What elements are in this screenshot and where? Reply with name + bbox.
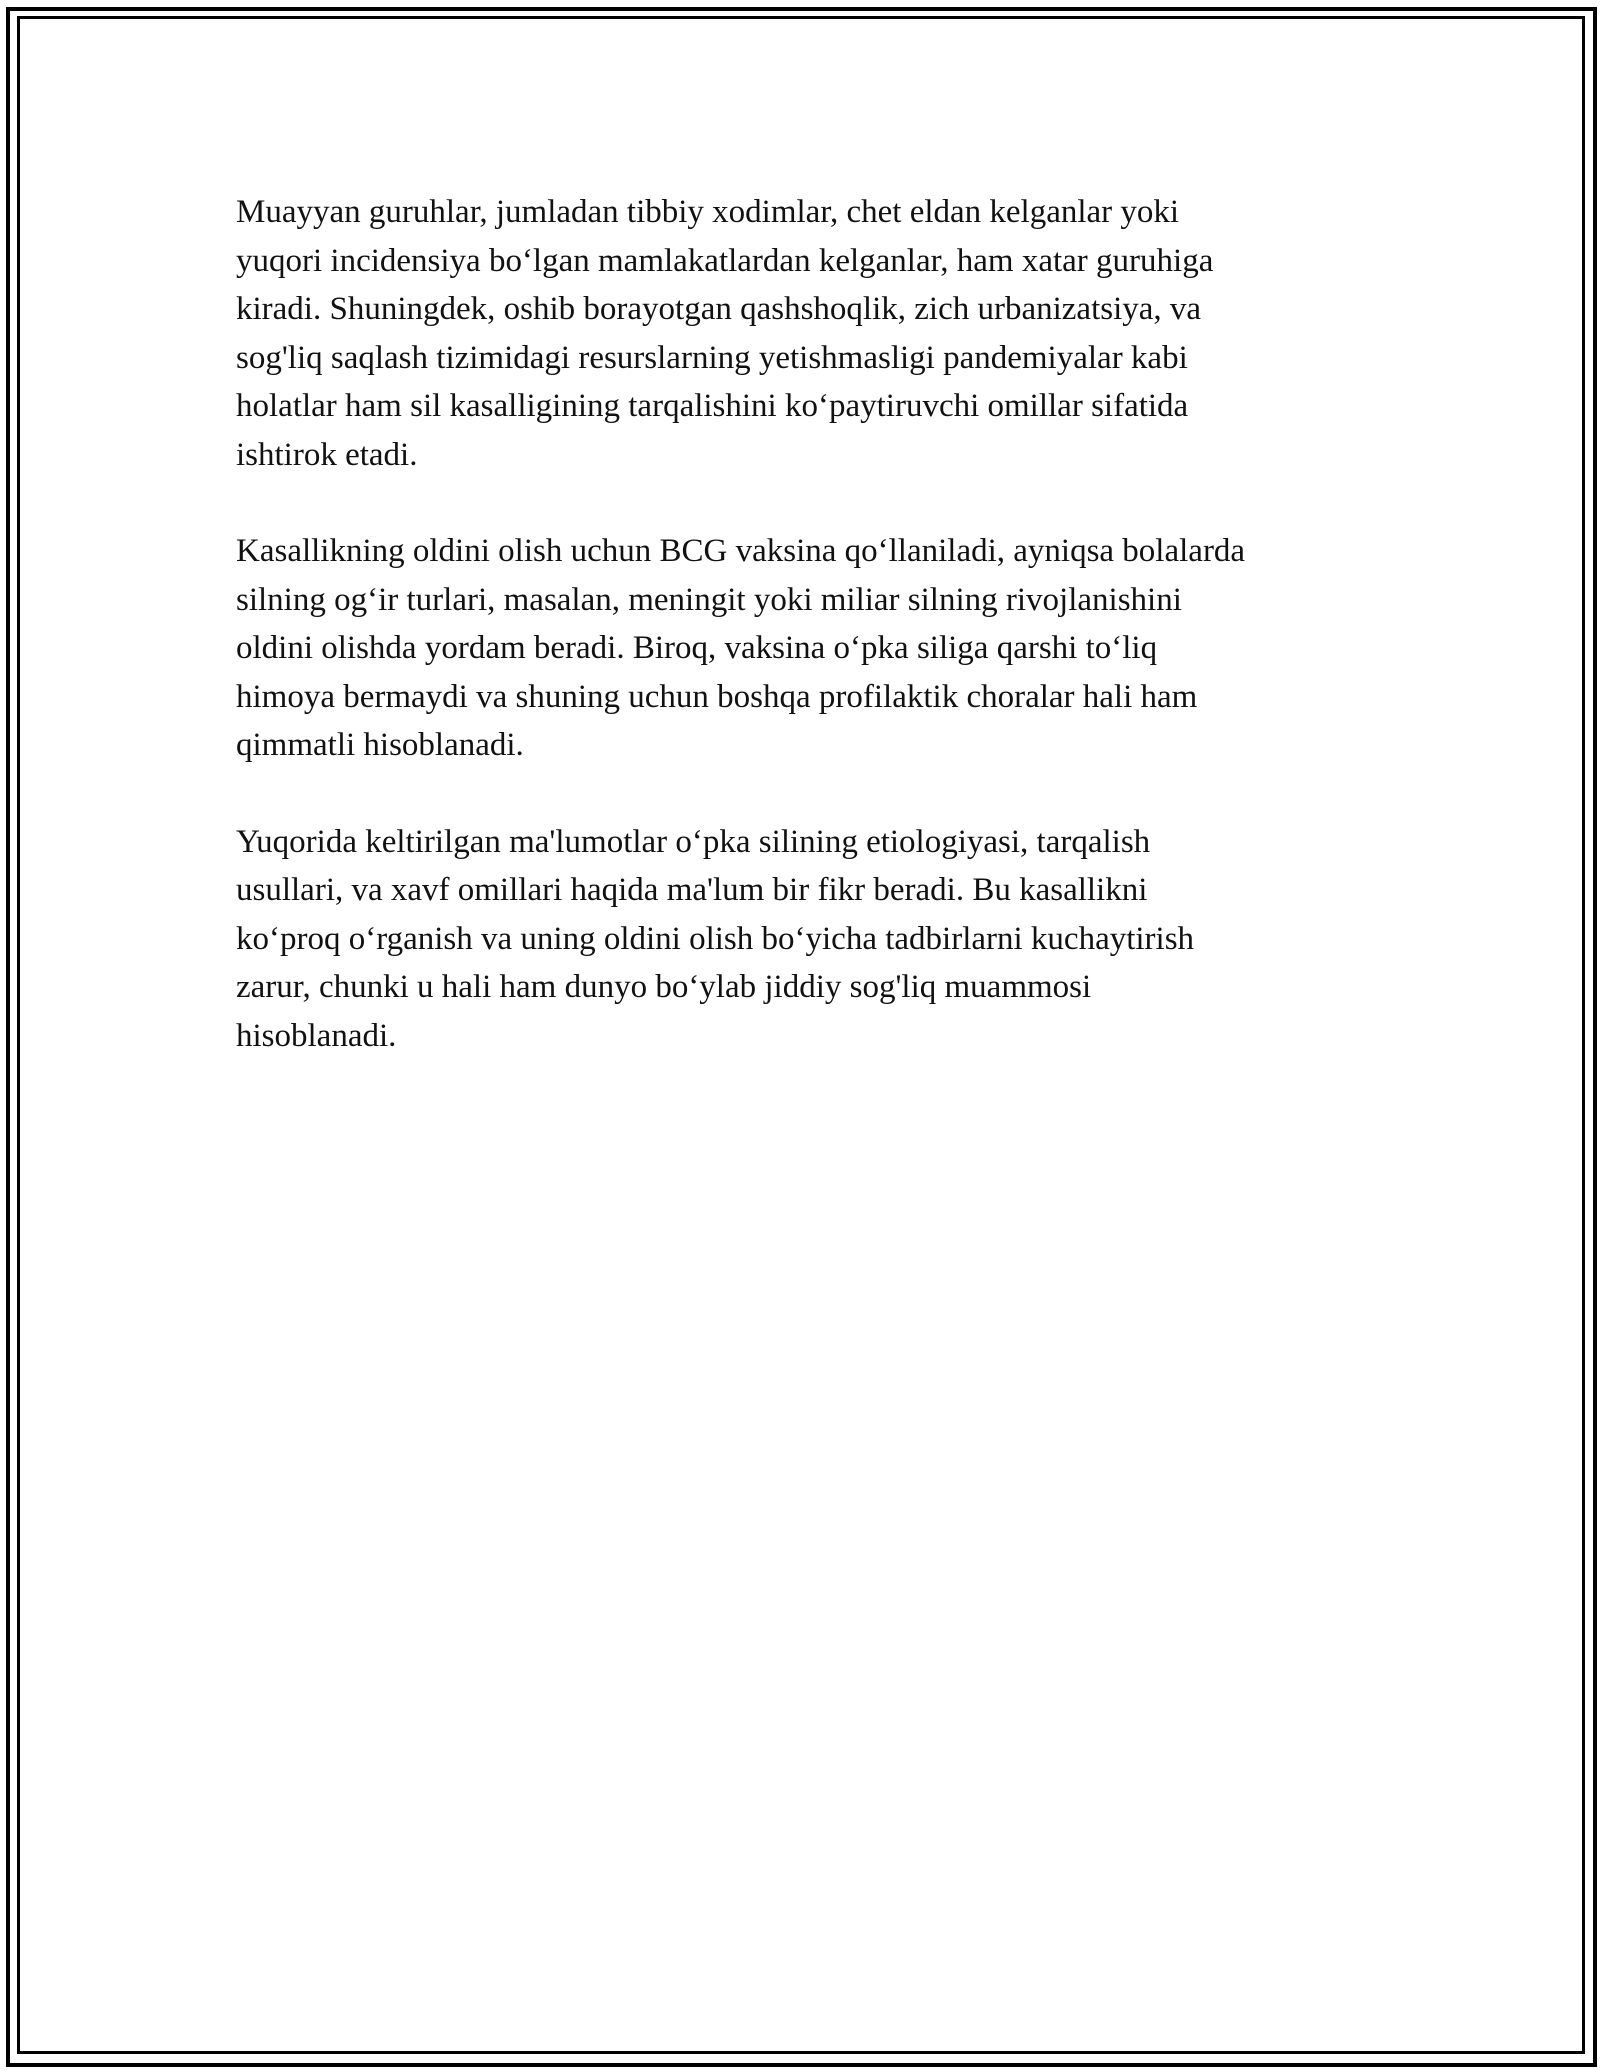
paragraph-risk-groups: Muayyan guruhlar, jumladan tibbiy xodimlar, chet eldan kelganlar yoki yuqori incidensiya bo‘lgan mamlakatlardan kelganlar, ham xatar guruhiga kiradi. Shuningdek, oshib borayotgan qashshoqlik, zich urbanizatsiya, va sog'liq saqlash tizimidagi resurslarning yetishmasligi pandemiyalar kabi holatlar ham sil kasalligining tarqalishini ko‘paytiruvchi omillar sifatida ishtirok etadi. — [236, 194, 1214, 473]
paragraph-conclusion: Yuqorida keltirilgan ma'lumotlar o‘pka silining etiologiyasi, tarqalish usullari, va xavf omillari haqida ma'lum bir fikr beradi. Bu kasallikni ko‘proq o‘rganish va uning oldini olish bo‘yicha tadbirlarni kuchaytirish zarur, chunki u hali ham dunyo bo‘ylab jiddiy sog'liq muammosi hisoblanadi. — [236, 823, 1195, 1054]
document-body — [236, 188, 1376, 1108]
paragraph-bcg-vaccine: Kasallikning oldini olish uchun BCG vaksina qo‘llaniladi, ayniqsa bolalarda silning og‘ir turlari, masalan, meningit yoki miliar silning rivojlanishini oldini olishda yordam beradi. Biroq, vaksina o‘pka siliga qarshi to‘liq himoya bermaydi va shuning uchun boshqa profilaktik choralar hali ham qimmatli hisoblanadi. — [236, 533, 1246, 763]
